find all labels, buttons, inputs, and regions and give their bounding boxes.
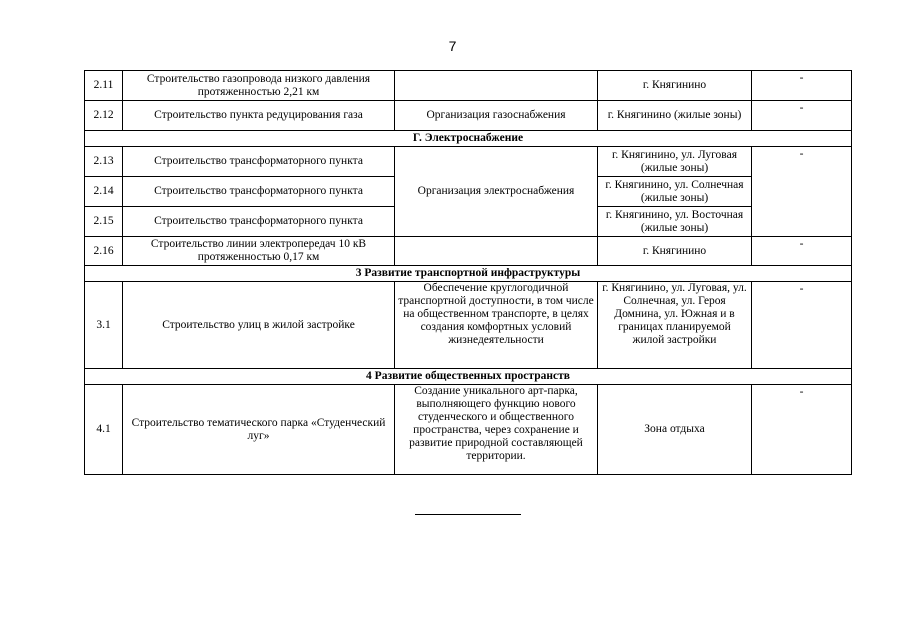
page-number: 7 [448, 38, 457, 54]
table-row [85, 237, 852, 266]
object-location: г. Княгинино, ул. Луговая (жилые зоны) [598, 147, 752, 177]
row-number: 2.14 [85, 177, 123, 207]
object-purpose [395, 237, 598, 266]
object-location: г. Княгинино [598, 237, 752, 266]
planning-table [84, 70, 852, 475]
object-note: - [752, 147, 852, 237]
row-number: 3.1 [85, 282, 123, 369]
object-name: Строительство трансформаторного пункта [123, 207, 395, 237]
row-number: 2.13 [85, 147, 123, 177]
row-number: 4.1 [85, 385, 123, 475]
object-name: Строительство линии электропередач 10 кВ протяженностью 0,17 км [123, 237, 395, 266]
object-location: г. Княгинино, ул. Луговая, ул. Солнечная, ул. Героя Домнина, ул. Южная и в границах планируемой жилой застройки [598, 282, 752, 369]
section-title: Г. Электроснабжение [85, 131, 852, 147]
table-row [85, 71, 852, 101]
row-number: 2.11 [85, 71, 123, 101]
section-header-row [85, 266, 852, 282]
object-name: Строительство улиц в жилой застройке [123, 282, 395, 369]
object-purpose: Создание уникального арт-парка, выполняющего функцию нового студенческого и общественного пространства, через сохранение и развитие природной составляющей территории. [395, 385, 598, 475]
object-note: - [752, 282, 852, 369]
object-location: Зона отдыха [598, 385, 752, 475]
object-note: - [752, 237, 852, 266]
footer-divider [415, 514, 521, 515]
row-number: 2.16 [85, 237, 123, 266]
section-title: 3 Развитие транспортной инфраструктуры [85, 266, 852, 282]
object-purpose [395, 71, 598, 101]
section-header-row [85, 131, 852, 147]
object-location: г. Княгинино (жилые зоны) [598, 101, 752, 131]
object-location: г. Княгинино, ул. Восточная (жилые зоны) [598, 207, 752, 237]
object-note: - [752, 101, 852, 131]
table-row [85, 101, 852, 131]
object-name: Строительство трансформаторного пункта [123, 147, 395, 177]
object-purpose: Обеспечение круглогодичной транспортной доступности, в том числе на общественном транспорте, в целях создания комфортных условий жизнедеятельности [395, 282, 598, 369]
row-number: 2.15 [85, 207, 123, 237]
table-row [85, 282, 852, 369]
object-name: Строительство трансформаторного пункта [123, 177, 395, 207]
object-purpose: Организация электроснабжения [395, 147, 598, 237]
table-row [85, 385, 852, 475]
row-number: 2.12 [85, 101, 123, 131]
object-name: Строительство газопровода низкого давления протяженностью 2,21 км [123, 71, 395, 101]
object-location: г. Княгинино [598, 71, 752, 101]
table-row [85, 147, 852, 177]
object-name: Строительство пункта редуцирования газа [123, 101, 395, 131]
object-note: - [752, 385, 852, 475]
object-purpose: Организация газоснабжения [395, 101, 598, 131]
section-title: 4 Развитие общественных пространств [85, 369, 852, 385]
object-location: г. Княгинино, ул. Солнечная (жилые зоны) [598, 177, 752, 207]
section-header-row [85, 369, 852, 385]
object-name: Строительство тематического парка «Студенческий луг» [123, 385, 395, 475]
object-note: - [752, 71, 852, 101]
